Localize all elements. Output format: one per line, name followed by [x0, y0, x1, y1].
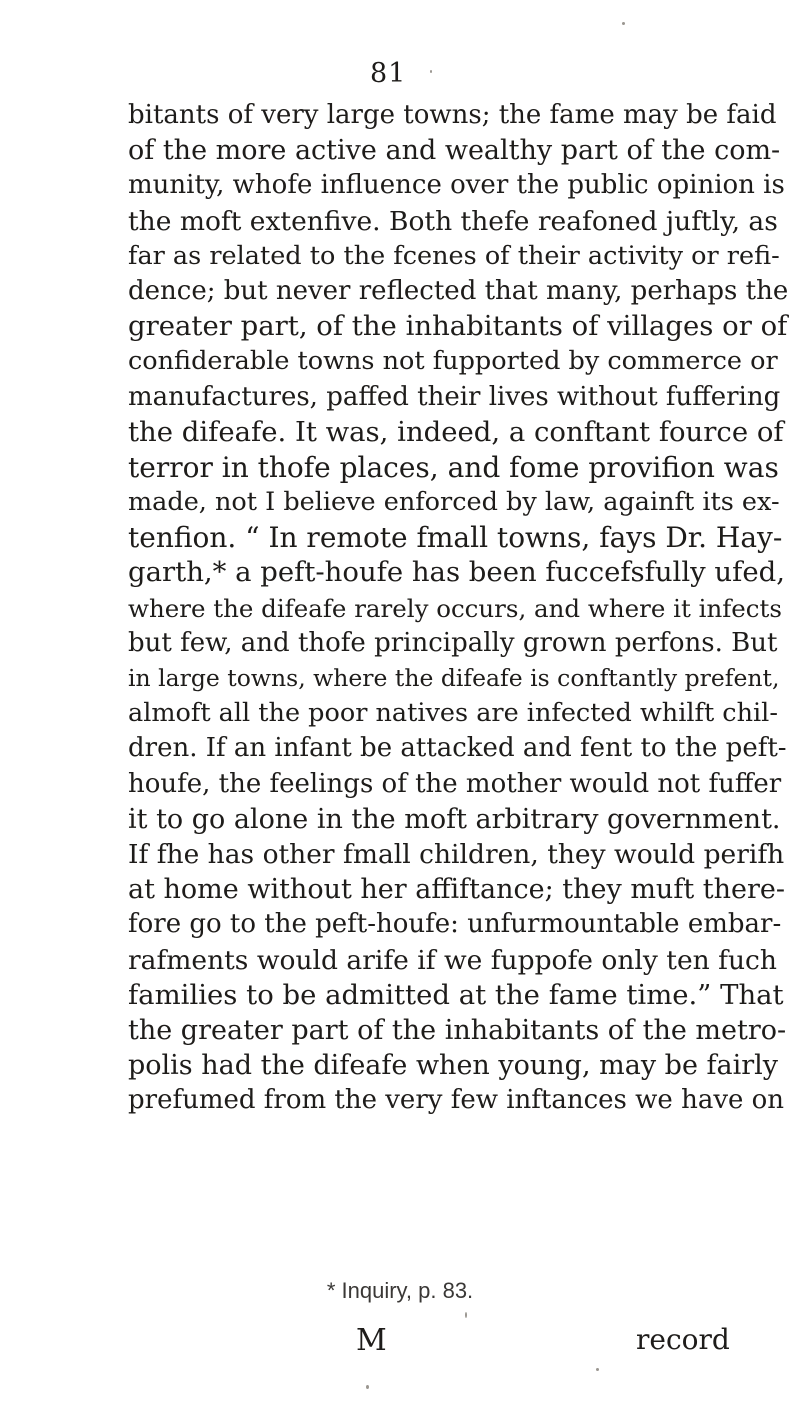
text-line: tenfion. “ In remote fmall towns, fays Dr. Hay-: [128, 521, 783, 555]
page-number: 81: [370, 58, 407, 89]
text-line: dren. If an infant be attacked and fent to the peft-: [128, 733, 787, 764]
paper-blemish: [430, 70, 432, 73]
text-line: made, not I believe enforced by law, againft its ex-: [128, 487, 780, 518]
text-line: prefumed from the very few inftances we have on: [128, 1085, 785, 1116]
text-line: terror in thofe places, and fome provifion was: [128, 450, 779, 484]
catchword: record: [636, 1323, 730, 1356]
text-line: the difeafe. It was, indeed, a conftant fource of: [128, 415, 784, 448]
text-line: families to be admitted at the fame time.” That: [128, 978, 784, 1011]
paper-blemish: [366, 1385, 369, 1389]
text-line: fore go to the peft-houfe: unfurmountable embar-: [128, 909, 782, 940]
text-line: far as related to the fcenes of their activity or refi-: [128, 240, 780, 271]
text-line: almoft all the poor natives are infected whilft chil-: [128, 698, 778, 729]
text-line: of the more active and wealthy part of the com-: [128, 135, 781, 167]
text-line: munity, whofe influence over the public opinion is: [128, 170, 785, 201]
signature-mark: M: [356, 1323, 387, 1358]
text-line: where the difeafe rarely occurs, and where it infects: [128, 593, 782, 623]
text-line: at home without her affiftance; they muft there-: [128, 874, 785, 906]
text-line: but few, and thofe principally grown perfons. But: [128, 627, 778, 658]
text-line: confiderable towns not fupported by commerce or: [128, 346, 778, 377]
body-text: [128, 98, 788, 1118]
text-line: it to go alone in the moft arbitrary government.: [128, 803, 781, 835]
text-line: manufactures, paffed their lives without fuffering: [128, 381, 781, 412]
text-line: the greater part of the inhabitants of the metro-: [128, 1014, 787, 1046]
text-line: bitants of very large towns; the fame may be faid: [128, 100, 777, 130]
paper-blemish: [465, 1312, 467, 1318]
text-line: greater part, of the inhabitants of villages or of: [128, 310, 788, 343]
paper-blemish: [622, 22, 625, 25]
text-line: polis had the difeafe when young, may be fairly: [128, 1050, 779, 1082]
text-line: rafments would arife if we fuppofe only ten fuch: [128, 944, 777, 976]
footnote: * Inquiry, p. 83.: [326, 1278, 474, 1303]
text-line: in large towns, where the difeafe is conftantly prefent,: [128, 664, 780, 692]
text-line: If fhe has other fmall children, they would perifh: [128, 838, 785, 870]
text-line: garth,* a peft-houfe has been fuccefsfully ufed,: [128, 556, 785, 589]
text-line: houfe, the feelings of the mother would not fuffer: [128, 768, 782, 799]
paper-blemish: [596, 1368, 599, 1371]
text-line: dence; but never reflected that many, perhaps the: [128, 275, 789, 306]
text-line: the moft extenfive. Both thefe reafoned juftly, as: [128, 205, 778, 237]
